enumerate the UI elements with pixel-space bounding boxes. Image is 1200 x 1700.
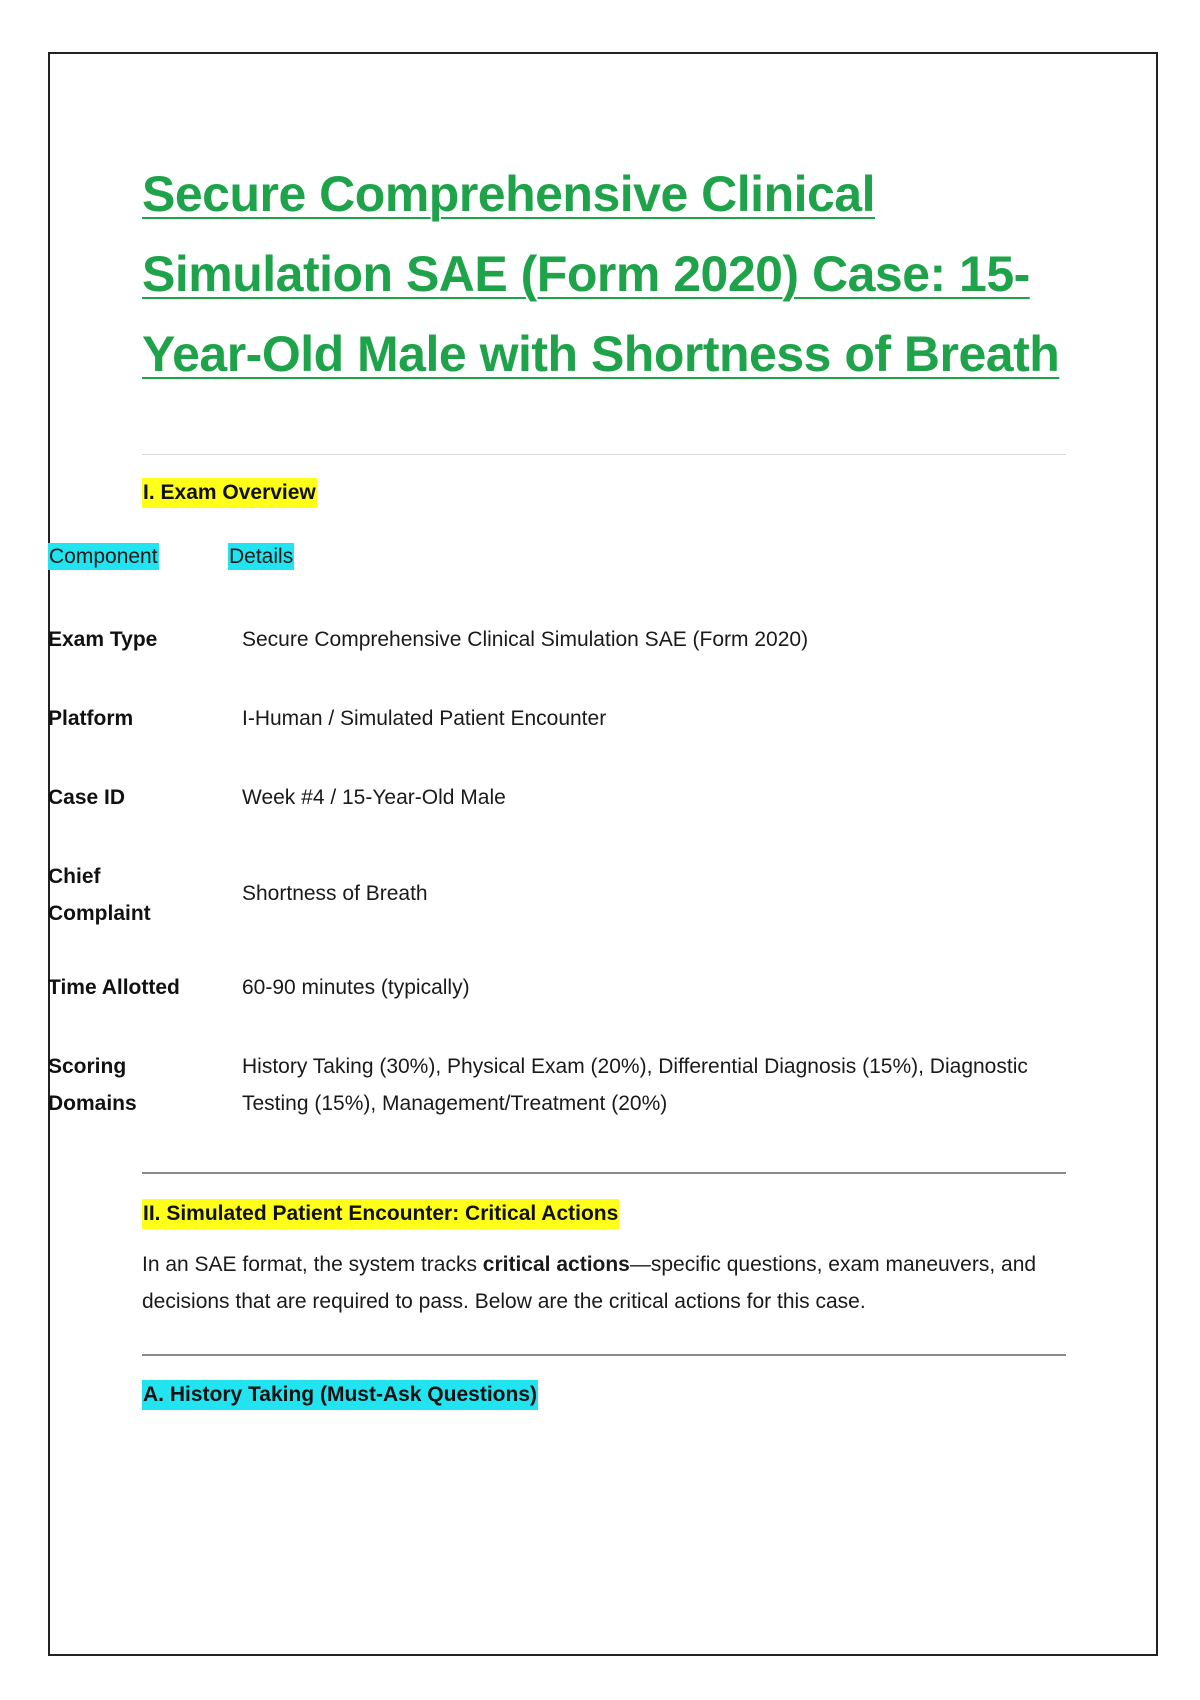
intro-paragraph — [142, 1246, 1062, 1320]
row-key-time-allotted: Time Allotted — [48, 976, 180, 999]
paragraph-text: In an SAE format, the system tracks — [142, 1253, 483, 1276]
row-key-chief-complaint: Chief Complaint — [48, 865, 151, 925]
paragraph-bold-text: critical actions — [482, 1253, 630, 1276]
row-value-platform: I-Human / Simulated Patient Encounter — [242, 707, 607, 730]
row-key-exam-type: Exam Type — [48, 628, 158, 651]
paragraph-text: —specific questions, exam maneuvers, and decisions that are required to pass. Below are the critical actions for this case. — [142, 1253, 1037, 1313]
row-value-time-allotted: 60-90 minutes (typically) — [242, 976, 470, 999]
section-heading-history-taking: A. History Taking (Must-Ask Questions) — [142, 1380, 538, 1410]
section-heading-critical-actions: II. Simulated Patient Encounter: Critical Actions — [142, 1199, 619, 1229]
row-key-case-id: Case ID — [48, 786, 126, 809]
row-key-scoring-domains: Scoring Domains — [48, 1055, 137, 1115]
section-heading-exam-overview: I. Exam Overview — [142, 478, 317, 508]
row-value-exam-type: Secure Comprehensive Clinical Simulation SAE (Form 2020) — [242, 628, 809, 651]
divider — [142, 454, 1066, 455]
table-header-component — [48, 544, 159, 570]
row-value-case-id: Week #4 / 15-Year-Old Male — [242, 786, 506, 809]
column-header-component: Component — [49, 545, 158, 568]
document-page — [48, 52, 1158, 1656]
table-header-details — [228, 544, 294, 570]
row-key-platform: Platform — [48, 707, 134, 730]
divider — [142, 1172, 1066, 1174]
row-value-scoring-domains: History Taking (30%), Physical Exam (20%), Differential Diagnosis (15%), Diagnostic Testing (15%), Management/Treatment (20%) — [242, 1055, 1028, 1115]
divider — [142, 1354, 1066, 1356]
document-title: Secure Comprehensive Clinical Simulation SAE (Form 2020) Case: 15-Year-Old Male with Shortness of Breath — [142, 166, 1060, 382]
row-value-chief-complaint: Shortness of Breath — [242, 882, 428, 905]
column-header-details: Details — [229, 545, 294, 568]
